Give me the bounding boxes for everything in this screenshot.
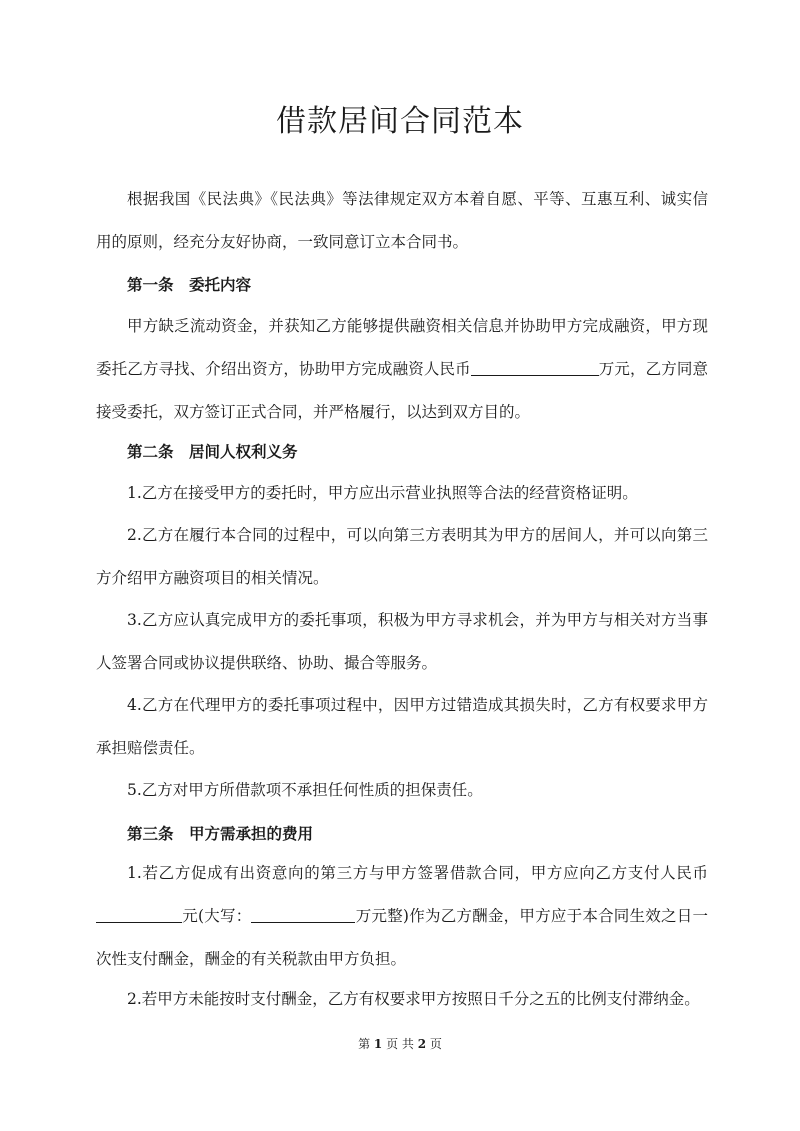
article2-item-5: 5.乙方对甲方所借款项不承担任何性质的担保责任。 (127, 781, 483, 799)
article3-item1-text-b: 元(大写： (182, 907, 252, 925)
article2-heading: 第二条 居间人权利义务 (127, 442, 298, 461)
fee-amount-blank[interactable] (96, 907, 182, 923)
page-footer (0, 1035, 800, 1052)
intro-paragraph: 根据我国《民法典》《民法典》等法律规定双方本着自愿、平等、互惠互利、诚实信用的原则，经充分友好协商，一致同意订立本合同书。 (96, 190, 708, 251)
article2-item-4: 4.乙方在代理甲方的委托事项过程中，因甲方过错造成其损失时，乙方有权要求甲方承担赔偿责任。 (96, 696, 708, 757)
article3-heading: 第三条 甲方需承担的费用 (127, 824, 314, 843)
footer-middle: 页 共 (382, 1037, 418, 1051)
article1-heading: 第一条 委托内容 (127, 275, 252, 294)
article1-text-a: 甲方缺乏流动资金，并获知乙方能够提供融资相关信息并协助甲方完成融资，甲方现委托乙方寻找、介绍出资方，协助甲方完成融资人民币 (96, 317, 708, 378)
document-title: 借款居间合同范本 (276, 104, 524, 139)
footer-suffix: 页 (426, 1037, 442, 1051)
article3-item1-text-a: 1.若乙方促成有出资意向的第三方与甲方签署借款合同，甲方应向乙方支付人民币 (127, 864, 708, 882)
article2-item-2: 2.乙方在履行本合同的过程中，可以向第三方表明其为甲方的居间人，并可以向第三方介绍甲方融资项目的相关情况。 (96, 526, 708, 587)
article2-item-3: 3.乙方应认真完成甲方的委托事项，积极为甲方寻求机会，并为甲方与相关对方当事人签署合同或协议提供联络、协助、撮合等服务。 (96, 611, 708, 672)
article3-item1-text-c: 万元整)作为乙方酬金，甲方应于本合同生效之日一次性支付酬金，酬金的有关税款由甲方负担。 (96, 907, 708, 968)
article3-item-2: 2.若甲方未能按时支付酬金，乙方有权要求甲方按照日千分之五的比例支付滞纳金。 (127, 990, 700, 1008)
footer-page-number: 1 (373, 1037, 383, 1051)
article2-item-1: 1.乙方在接受甲方的委托时，甲方应出示营业执照等合法的经营资格证明。 (127, 484, 638, 502)
article1-text-b: 万元，乙方同意接受委托，双方签订正式合同，并严格履行，以达到双方目的。 (96, 360, 708, 421)
footer-prefix: 第 (358, 1037, 374, 1051)
article1-paragraph (96, 305, 708, 434)
article3-item-1 (96, 852, 708, 981)
fee-uppercase-blank[interactable] (251, 907, 355, 923)
footer-total-pages: 2 (417, 1037, 427, 1051)
amount-blank[interactable] (471, 360, 599, 376)
